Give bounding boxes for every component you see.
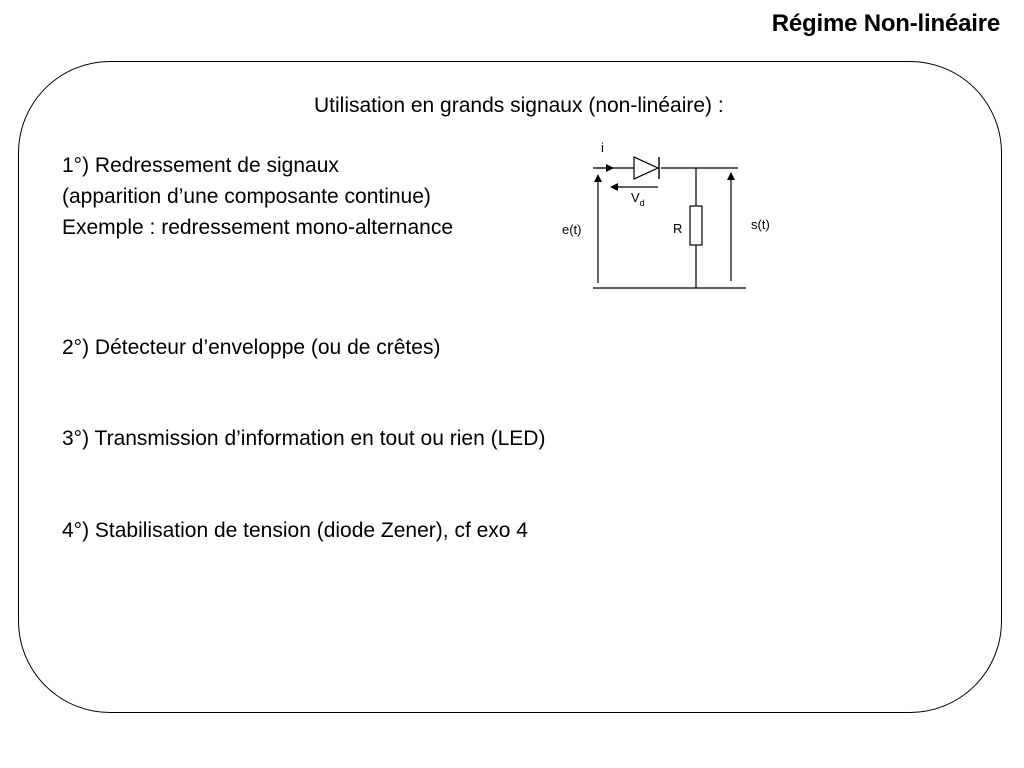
resistor-symbol bbox=[690, 206, 702, 245]
diode-voltage-label: $V_d$ bbox=[631, 190, 645, 208]
slide-subtitle: Utilisation en grands signaux (non-linéaire) : bbox=[314, 94, 724, 117]
slide-title: Régime Non-linéaire bbox=[771, 10, 1000, 37]
current-label: i bbox=[601, 140, 604, 155]
item-2: 2°) Détecteur d’enveloppe (ou de crêtes) bbox=[62, 336, 441, 359]
output-voltage-label: s(t) bbox=[751, 217, 770, 232]
item-4: 4°) Stabilisation de tension (diode Zener), cf exo 4 bbox=[62, 519, 528, 542]
item-1-line-1: 1°) Redressement de signaux bbox=[62, 154, 339, 177]
rectifier-circuit-diagram bbox=[552, 136, 788, 296]
resistor-label: R bbox=[673, 221, 683, 236]
diode-symbol bbox=[634, 157, 659, 179]
item-1-line-2: (apparition d’une composante continue) bbox=[62, 185, 431, 208]
item-1 bbox=[62, 150, 453, 243]
item-3: 3°) Transmission d’information en tout ou rien (LED) bbox=[62, 427, 546, 450]
item-1-line-3: Exemple : redressement mono-alternance bbox=[62, 216, 454, 239]
input-voltage-label: e(t) bbox=[562, 222, 582, 237]
